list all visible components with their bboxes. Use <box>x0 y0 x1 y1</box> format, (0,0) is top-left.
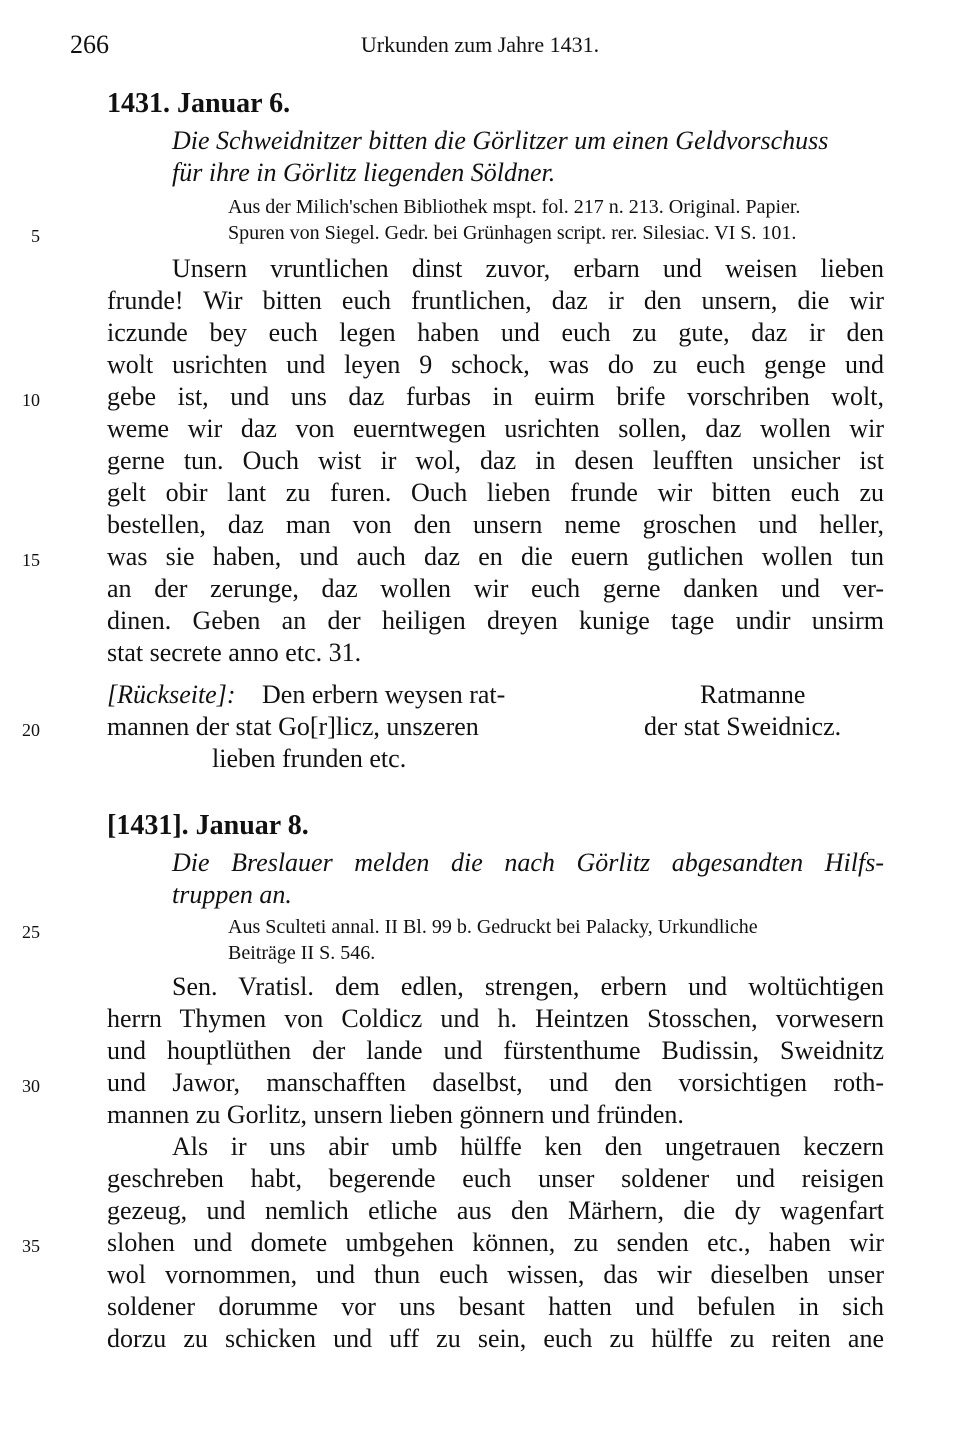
doc2-text-line: gezeug, und nemlich etliche aus den Märhern, die dy wagenfart <box>107 1196 884 1225</box>
doc2-text-line: Als ir uns abir umb hülffe ken den ungetrauen keczern <box>172 1132 884 1161</box>
doc2-text-line: und Jawor, manschafften daselbst, und den vorsichtigen roth- <box>107 1068 884 1097</box>
line-number: 35 <box>22 1236 40 1256</box>
back-label: [Rückseite]: <box>107 680 236 709</box>
doc1-summary-line: für ihre in Görlitz liegenden Söldner. <box>172 158 556 187</box>
doc2-text-line: wol vornommen, und thun euch wissen, das wir dieselben unser <box>107 1260 884 1289</box>
back-address-line: mannen der stat Go[r]licz, unszeren <box>107 712 479 741</box>
doc2-summary-line: Die Breslauer melden die nach Görlitz abgesandten Hilfs- <box>172 848 884 877</box>
doc1-text-line: stat secrete anno etc. 31. <box>107 638 362 667</box>
back-address-line: lieben frunden etc. <box>212 744 407 773</box>
line-number: 20 <box>22 720 40 740</box>
doc2-text-line: und houptlüthen der lande und fürstenthume Budissin, Sweidnitz <box>107 1036 884 1065</box>
doc1-summary-line: Die Schweidnitzer bitten die Görlitzer um einen Geldvorschuss <box>172 126 829 155</box>
doc2-summary-line: truppen an. <box>172 880 292 909</box>
line-number: 25 <box>22 922 40 942</box>
doc2-text-line: soldener dorumme vor uns besant hatten und befulen in sich <box>107 1292 884 1321</box>
doc2-date: [1431]. Januar 8. <box>107 810 309 841</box>
doc2-text-line: herrn Thymen von Coldicz und h. Heintzen Stosschen, vorwesern <box>107 1004 884 1033</box>
doc2-text-line: Sen. Vratisl. dem edlen, strengen, erbern und woltüchtigen <box>172 972 884 1001</box>
back-address-line: Den erbern weysen rat- <box>262 680 506 709</box>
doc1-text-line: an der zerunge, daz wollen wir euch gerne danken und ver- <box>107 574 884 603</box>
doc1-text-line: was sie haben, und auch daz en die euern gutlichen wollen tun <box>107 542 884 571</box>
doc2-text-line: geschreben habt, begerende euch unser soldener und reisigen <box>107 1164 884 1193</box>
doc1-text-line: gerne tun. Ouch wist ir wol, daz in desen leufften unsicher ist <box>107 446 884 475</box>
doc2-source-line: Aus Sculteti annal. II Bl. 99 b. Gedruckt bei Palacky, Urkundliche <box>228 916 758 938</box>
doc2-text-line: slohen und domete umbgehen können, zu senden etc., haben wir <box>107 1228 884 1257</box>
back-sender-line: Ratmanne <box>700 680 806 709</box>
doc2-text-line: mannen zu Gorlitz, unsern lieben gönnern und fründen. <box>107 1100 684 1129</box>
line-number: 15 <box>22 550 40 570</box>
line-number: 10 <box>22 390 40 410</box>
line-number: 30 <box>22 1076 40 1096</box>
back-sender-line: der stat Sweidnicz. <box>644 712 842 741</box>
doc1-date: 1431. Januar 6. <box>107 88 291 119</box>
page-number: 266 <box>70 30 109 59</box>
line-number: 5 <box>31 226 40 246</box>
doc1-source-line: Spuren von Siegel. Gedr. bei Grünhagen script. rer. Silesiac. VI S. 101. <box>228 222 797 244</box>
doc1-text-line: dinen. Geben an der heiligen dreyen kunige tage undir unsirm <box>107 606 884 635</box>
doc2-text-line: dorzu zu schicken und uff zu sein, euch zu hülffe zu reiten ane <box>107 1324 884 1353</box>
doc1-source-line: Aus der Milich'schen Bibliothek mspt. fol. 217 n. 213. Original. Papier. <box>228 196 801 218</box>
doc2-source-line: Beiträge II S. 546. <box>228 942 376 964</box>
doc1-text-line: iczunde bey euch legen haben und euch zu gute, daz ir den <box>107 318 884 347</box>
running-header: Urkunden zum Jahre 1431. <box>360 32 600 57</box>
doc1-text-line: gelt obir lant zu furen. Ouch lieben frunde wir bitten euch zu <box>107 478 884 507</box>
doc1-text-line: frunde! Wir bitten euch fruntlichen, daz ir den unsern, die wir <box>107 286 884 315</box>
doc1-text-line: weme wir daz von euerntwegen usrichten sollen, daz wollen wir <box>107 414 884 443</box>
doc1-text-line: wolt usrichten und leyen 9 schock, was do zu euch genge und <box>107 350 884 379</box>
doc1-text-line: gebe ist, und uns daz furbas in euirm brife vorschriben wolt, <box>107 382 884 411</box>
doc1-text-line: bestellen, daz man von den unsern neme groschen und heller, <box>107 510 884 539</box>
doc1-text-line: Unsern vruntlichen dinst zuvor, erbarn und weisen lieben <box>172 254 884 283</box>
